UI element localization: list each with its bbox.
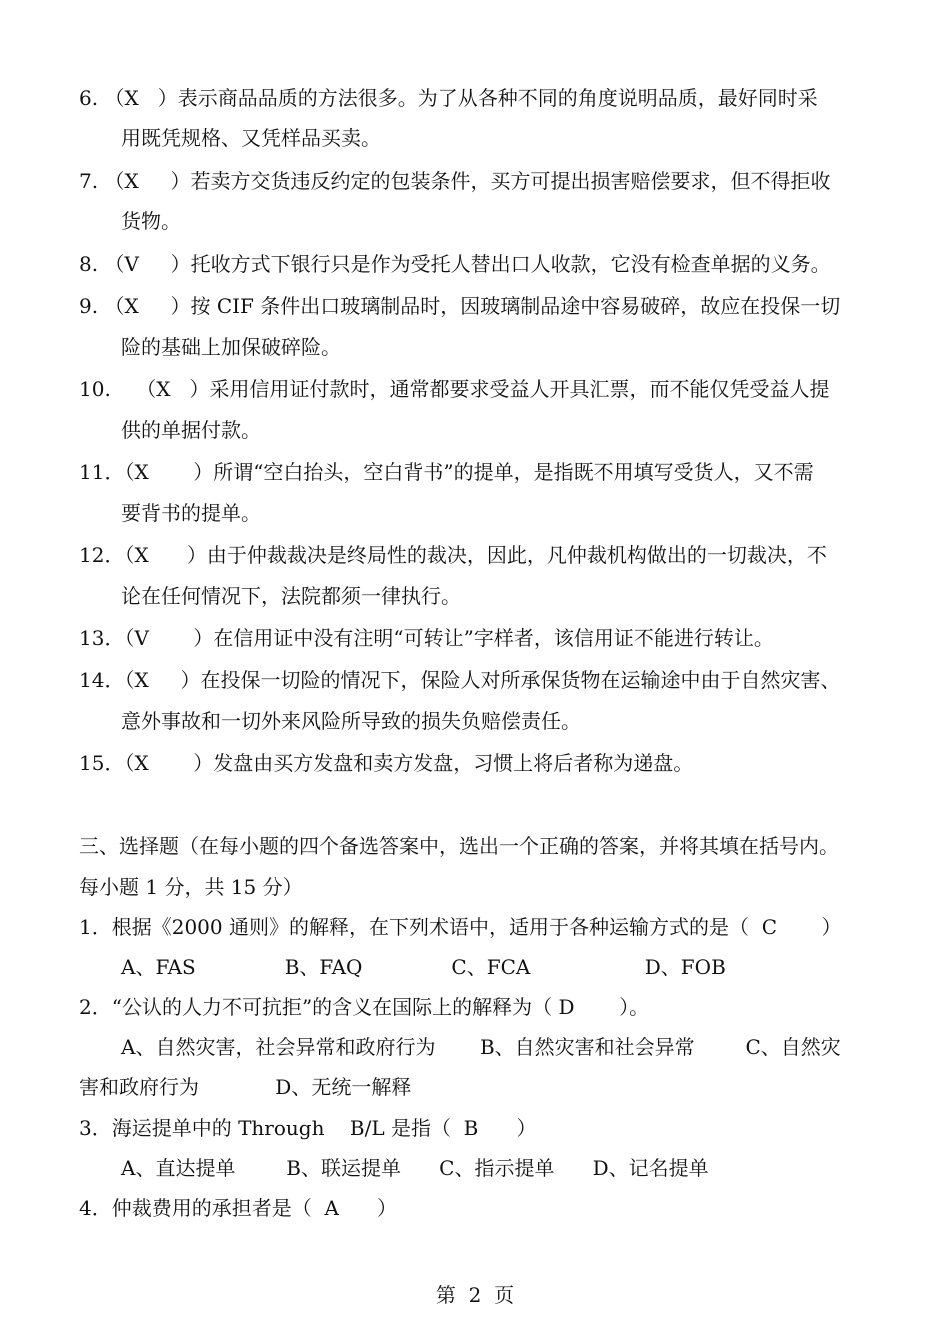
item-6-line-1: 6. （X ）表示商品品质的方法很多。为了从各种不同的角度说明品质，最好同时采 (79, 86, 818, 110)
question-2-options-line-1: A、自然灾害，社会异常和政府行为 B、自然灾害和社会异常 C、自然灾 (121, 1035, 841, 1059)
question-2: 2．“公认的人力不可抗拒”的含义在国际上的解释为（ D ）。 (79, 995, 650, 1019)
question-1-options: A、FAS B、FAQ C、FCA D、FOB (121, 955, 726, 979)
item-9-line-1: 9. （X ）按 CIF 条件出口玻璃制品时，因玻璃制品途中容易破碎，故应在投保一切 (79, 294, 841, 318)
item-13-line-1: 13．（V ）在信用证中没有注明“可转让”字样者，该信用证不能进行转让。 (79, 626, 774, 650)
item-7-line-2: 货物。 (121, 209, 181, 233)
item-14-line-2: 意外事故和一切外来风险所导致的损失负赔偿责任。 (121, 709, 581, 733)
item-7-line-1: 7. （X ）若卖方交货违反约定的包装条件，买方可提出损害赔偿要求，但不得拒收 (79, 169, 831, 193)
question-1: 1．根据《2000 通则》的解释，在下列术语中，适用于各种运输方式的是（ C ） (79, 915, 842, 939)
page-number: 第 2 页 (435, 1283, 515, 1307)
item-10-line-2: 供的单据付款。 (121, 418, 261, 442)
question-2-options-line-2: 害和政府行为 D、无统一解释 (79, 1075, 412, 1099)
question-4: 4．仲裁费用的承担者是（ A ） (79, 1196, 398, 1220)
item-11-line-1: 11．（X ）所谓“空白抬头，空白背书”的提单，是指既不用填写受货人，又不需 (79, 460, 814, 484)
item-10-line-1: 10. （X ）采用信用证付款时，通常都要求受益人开具汇票，而不能仅凭受益人提 (79, 377, 830, 401)
item-11-line-2: 要背书的提单。 (121, 501, 261, 525)
item-6-line-2: 用既凭规格、又凭样品买卖。 (121, 126, 381, 150)
section-3-heading-line-2: 每小题 1 分，共 15 分） (79, 875, 303, 899)
item-9-line-2: 险的基础上加保破碎险。 (121, 335, 341, 359)
question-3: 3．海运提单中的 Through B/L 是指（ B ） (79, 1116, 537, 1140)
section-3-heading-line-1: 三、选择题（在每小题的四个备选答案中，选出一个正确的答案，并将其填在括号内。 (79, 834, 839, 858)
question-3-options: A、直达提单 B、联运提单 C、指示提单 D、记名提单 (121, 1156, 709, 1180)
item-15-line-1: 15．（X ）发盘由买方发盘和卖方发盘，习惯上将后者称为递盘。 (79, 751, 694, 775)
item-8-line-1: 8. （V ）托收方式下银行只是作为受托人替出口人收款，它没有检查单据的义务。 (79, 252, 831, 276)
item-12-line-2: 论在任何情况下，法院都须一律执行。 (121, 584, 461, 608)
item-12-line-1: 12．（X ）由于仲裁裁决是终局性的裁决，因此，凡仲裁机构做出的一切裁决，不 (79, 543, 827, 567)
item-14-line-1: 14．（X ）在投保一切险的情况下，保险人对所承保货物在运输途中由于自然灾害、 (79, 668, 841, 692)
